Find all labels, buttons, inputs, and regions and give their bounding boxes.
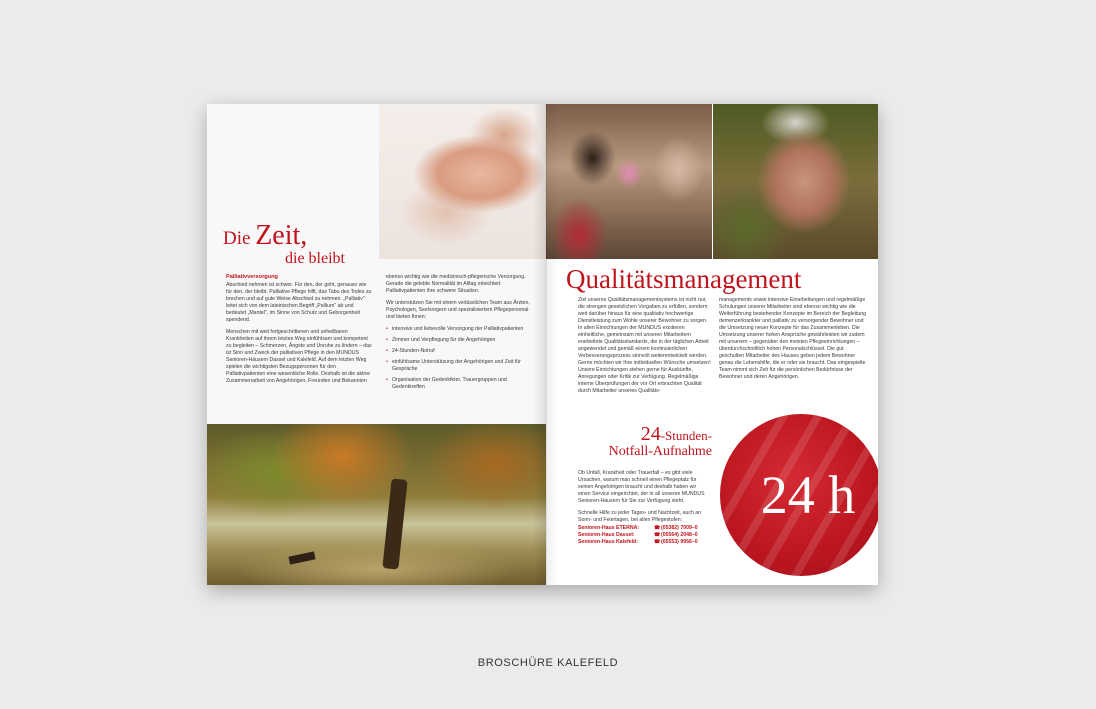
paragraph: Wir unterstützen Sie mit einem verlässlichen Team aus Ärzten, Psychologen, Seelsorgern und spezialisiertem Pflegepersonal und bieten Ihnen: [386, 300, 530, 320]
emergency-title [572, 423, 712, 460]
brochure-caption: BROSCHÜRE KALEFELD [477, 657, 619, 669]
left-column-2 [386, 274, 532, 395]
paragraph: managements sowie intensive Einarbeitungen und regelmäßige Schulungen unserer Mitarbeiter sind ebenso wichtig wie die Weiterführung bestehender Konzepte im Bereich der Begleitung demenzerkrankter und palliativ zu versorgender Bewohner und die Umsetzung neuer Konzepte für das Zusammenleben. Die Umsetzung unserer hohen Ansprüche gewährleisten wir zudem mit unserem – gegenüber den meisten Pflegeeinrichtungen – überdurchschnittlich hohen Personalschlüssel. Die gut geschulten Mitarbeiter des Hauses geben jedem Bewohner genau die Lebenshilfe, die er oder sie braucht. Das eingespielte Team nimmt sich Zeit für die persönlichen Bedürfnisse der Bewohner und deren Angehörigen. [719, 297, 866, 380]
tree-trunk [382, 478, 407, 569]
right-page [546, 104, 878, 585]
list-item: • Organisation der Gedenkfeier, Trauergruppen und Gedenktreffen [386, 377, 507, 390]
title-big-word: Zeit, [255, 220, 308, 251]
paragraph: Abschied nehmen ist schwer. Für den, der geht, genauso wie für den, der bleibt. Palliative Pflege hilft, das Tabu des Todes zu brechen und auf gute Weise Abschied zu nehmen. „Palliativ" leitet sich von dem lateinischen Begriff „Pallium" ab und bedeutet „Mantel", im Sinne von Schutz und Geborgenheit spendend. [226, 282, 372, 323]
contact-row: Senioren-Haus Kalefeld: ☎ (05553) 9956–0 [578, 539, 698, 545]
title-line2: die bleibt [285, 250, 345, 267]
title-prefix: Die [223, 228, 251, 249]
phone-icon: ☎ [654, 525, 661, 531]
list-item: • Zimmer und Verpflegung für die Angehörigen [386, 337, 496, 343]
paragraph: Menschen mit weit fortgeschrittenen und unheilbaren Krankheiten auf ihrem letzten Weg einfühlsam und kompetent zu begleiten – Schmerzen, Ängste und Unruhe zu lindern – das ist Sinn und Zweck der palliativen Pflege in den MUNDUS Senioren-Häusern Dassel und Kalefeld. Auf dem letzten Weg spielen die wichtigsten Bezugspersonen für den Palliativpatienten eine wesentliche Rolle. Deshalb ist die aktive Zusammenarbeit von Angehörigen, Freunden und Bekannten [226, 329, 372, 384]
hands-photo [379, 104, 546, 259]
contact-row: Senioren-Haus ETERNA: ☎ (05382) 7009–0 [578, 525, 698, 531]
paragraph: In allen Einrichtungen der MUNDUS existieren einheitliche, gemeinsam mit unseren Mitarbeitern erarbeitete Qualitätsstandards, die in der täglichen Arbeit angewendet und gemäß einem kontinuierlichen Verbesserungsprozess sinnvoll weiterentwickelt werden. Gerne möchten wir Ihre individuellen Wünsche umsetzen! Unsere Einrichtungen stehen gerne für Auskünfte, Anregungen oder Kritik zur Verfügung. Regelmäßige interne Überprüfungen der vor Ort erbrachten Qualität durch Mitarbeiter unseres Qualitäts- [578, 325, 711, 394]
brochure-spread [207, 104, 878, 585]
service-list [386, 326, 532, 391]
emergency-title-rest: -Stunden- [660, 428, 712, 443]
left-page-title [223, 220, 373, 268]
paragraph: Ob Unfall, Krankheit oder Trauerfall – es gibt viele Ursachen, warum man schnell einen Pflegeplatz für seinen Angehörigen braucht und deshalb haben wir einen Service eingerichtet, der in all unseren MUNDUS Senioren-Häusern für Sie zur Verfügung steht. [578, 470, 705, 504]
quality-title: Qualitätsmanagement [566, 264, 802, 294]
list-item: • intensive und liebevolle Versorgung der Palliativpatienten [386, 326, 524, 332]
elderly-man-photo [713, 104, 878, 259]
bullet-icon: • [386, 326, 388, 332]
emergency-title-number: 24 [640, 423, 661, 445]
caregiver-photo [546, 104, 712, 259]
autumn-park-photo [207, 424, 546, 585]
bullet-icon: • [386, 348, 388, 354]
emergency-column [578, 470, 708, 546]
contact-list [578, 525, 708, 546]
circle-text: 24 h [760, 465, 856, 525]
park-bench [288, 551, 315, 564]
left-page [207, 104, 546, 585]
right-column-1 [578, 297, 711, 400]
paragraph: Ziel unseres Qualitätsmanagementsystems ist nicht nur, die strengen gesetzlichen Vorgaben zu erfüllen, sondern weit darüber hinaus für eine qualitativ hochwertige Dienstleistung zum Wohle unserer Bewohner zu sorgen. [578, 297, 708, 324]
list-item: • 24-Stunden-Notruf [386, 348, 435, 354]
paragraph: ebenso wichtig wie die medizinisch-pflegerische Versorgung. Gerade die gelebte Normalität im Alltag erleichtert Palliativpatienten ihre schwere Situation. [386, 274, 526, 294]
24h-circle-badge [720, 414, 878, 576]
bullet-icon: • [386, 359, 388, 365]
phone-icon: ☎ [654, 532, 661, 538]
bullet-icon: • [386, 337, 388, 343]
section-heading: Palliativversorgung [226, 274, 278, 280]
emergency-title-line2: Notfall-Aufnahme [608, 444, 712, 459]
bullet-icon: • [386, 377, 388, 383]
right-column-2 [719, 297, 867, 386]
left-column-1 [226, 274, 372, 390]
paragraph: Schnelle Hilfe zu jeder Tages- und Nachtzeit, auch an Sonn- und Feiertagen, bei allen Pflegestufen: [578, 510, 702, 523]
list-item: • einfühlsame Unterstützung der Angehörigen und Zeit für Gespräche [386, 359, 521, 372]
contact-row: Senioren-Haus Dassel: ☎ (05564) 2048–0 [578, 532, 698, 538]
phone-icon: ☎ [654, 539, 661, 545]
